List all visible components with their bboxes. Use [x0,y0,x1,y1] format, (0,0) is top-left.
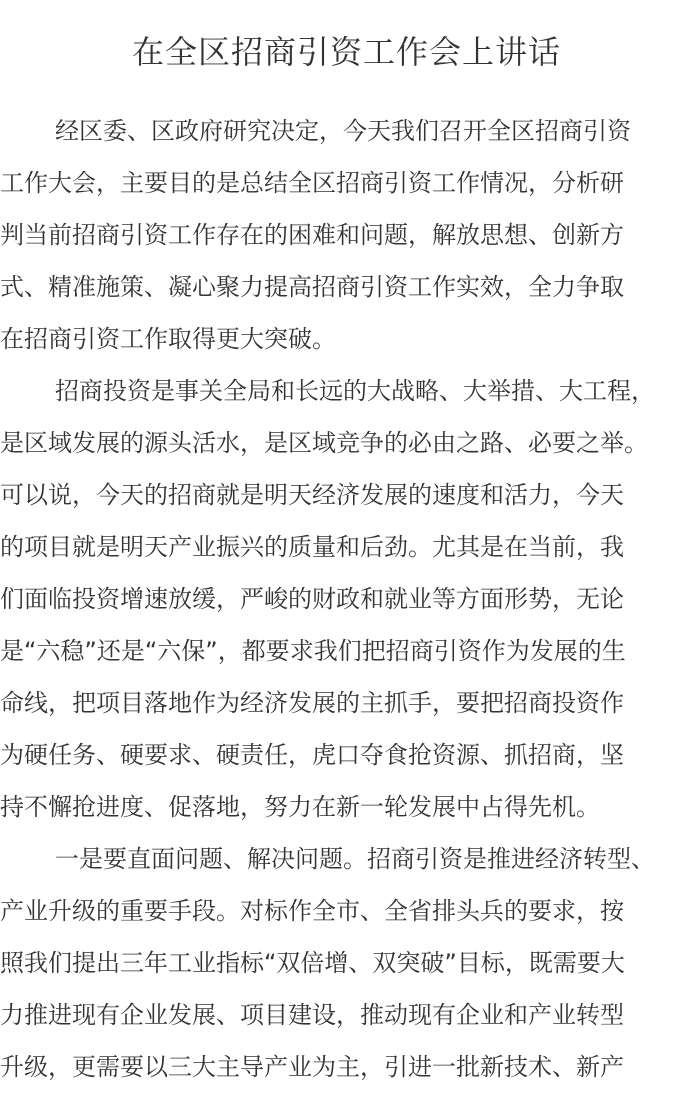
paragraph-3-line-3: 照我们提出三年工业指标“双倍增、双突破”目标，既需要大 [0,949,625,977]
paragraph-1-line-4: 式、精准施策、凝心聚力提高招商引资工作实效，全力争取 [0,273,624,301]
paragraph-2-line-6: 是“六稳”还是“六保”，都要求我们把招商引资作为发展的生 [0,637,626,665]
paragraph-1-line-2: 工作大会，主要目的是总结全区招商引资工作情况，分析研 [0,169,624,197]
paragraph-1-line-1: 经区委、区政府研究决定，今天我们召开全区招商引资 [55,117,631,145]
paragraph-2-line-8: 为硬任务、硬要求、硬责任，虎口夺食抢资源、抓招商，坚 [0,741,624,769]
paragraph-2-line-3: 可以说，今天的招商就是明天经济发展的速度和活力，今天 [0,481,624,509]
paragraph-3-line-5: 升级，更需要以三大主导产业为主，引进一批新技术、新产 [0,1053,624,1081]
paragraph-1-line-3: 判当前招商引资工作存在的困难和问题，解放思想、创新方 [0,221,624,249]
paragraph-2-line-9: 持不懈抢进度、促落地，努力在新一轮发展中占得先机。 [0,793,600,821]
paragraph-3-line-4: 力推进现有企业发展、项目建设，推动现有企业和产业转型 [0,1001,624,1029]
paragraph-3-line-2: 产业升级的重要手段。对标作全市、全省排头兵的要求，按 [0,897,624,925]
paragraph-2-line-1: 招商投资是事关全局和长远的大战略、大举措、大工程， [55,377,655,405]
document-body [0,105,693,1093]
document-title: 在全区招商引资工作会上讲话 [131,33,561,71]
paragraph-3-line-1: 一是要直面问题、解决问题。招商引资是推进经济转型、 [55,845,655,873]
paragraph-2-line-2: 是区域发展的源头活水，是区域竞争的必由之路、必要之举。 [0,429,648,457]
paragraph-1-line-5: 在招商引资工作取得更大突破。 [0,325,336,353]
paragraph-2-line-5: 们面临投资增速放缓，严峻的财政和就业等方面形势，无论 [0,585,624,613]
paragraph-2-line-4: 的项目就是明天产业振兴的质量和后劲。尤其是在当前，我 [0,533,624,561]
paragraph-2-line-7: 命线，把项目落地作为经济发展的主抓手，要把招商投资作 [0,689,624,717]
